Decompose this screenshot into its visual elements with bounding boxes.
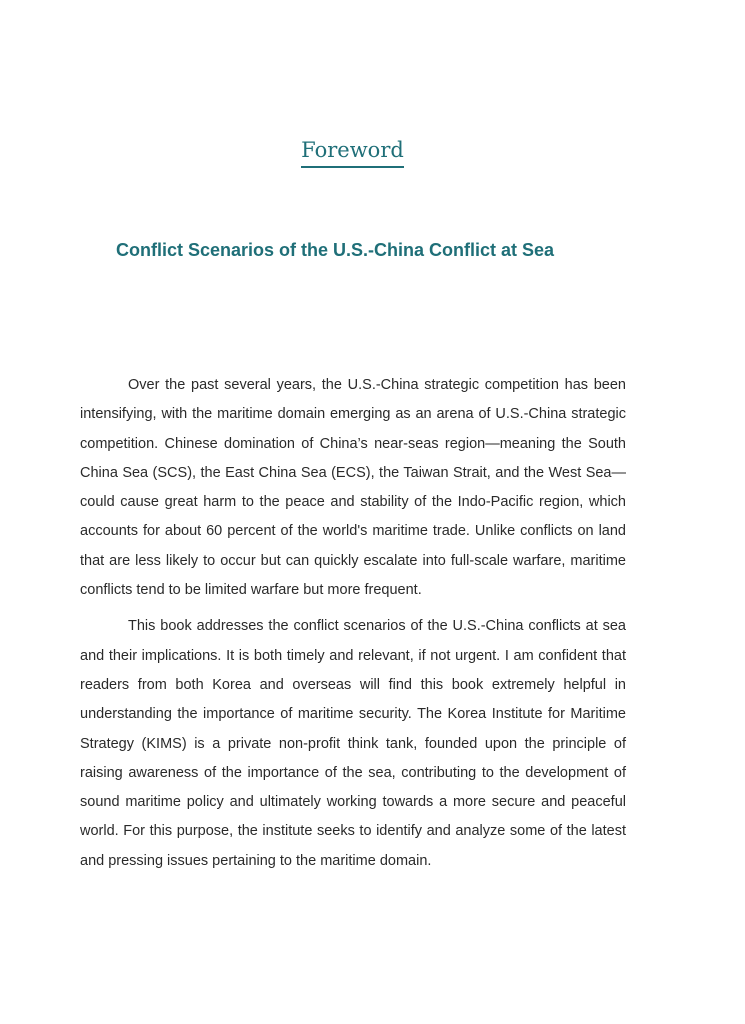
- heading-container: [0, 136, 705, 168]
- paragraph: Over the past several years, the U.S.-China strategic competition has been intensifying, with the maritime domain emerging as an arena of U.S.-China strategic competition. Chinese domination of China’s near-seas region—meaning the South China Sea (SCS), the East China Sea (ECS), the Taiwan Strait, and the West Sea—could cause great harm to the peace and stability of the Indo-Pacific region, which accounts for about 60 percent of the world's maritime trade. Unlike conflicts on land that are less likely to occur but can quickly escalate into full-scale warfare, maritime conflicts tend to be limited warfare but more frequent.: [80, 377, 626, 599]
- section-subtitle: Conflict Scenarios of the U.S.-China Conflict at Sea: [116, 240, 555, 260]
- page-title: Foreword: [301, 136, 404, 168]
- body-text: [80, 371, 626, 876]
- paragraph: This book addresses the conflict scenarios of the U.S.-China conflicts at sea and their implications. It is both timely and relevant, if not urgent. I am confident that readers from both Korea and overseas will find this book extremely helpful in understanding the importance of maritime security. The Korea Institute for Maritime Strategy (KIMS) is a private non-profit think tank, founded upon the principle of raising awareness of the importance of the sea, contributing to the development of sound maritime policy and ultimately working towards a more secure and peaceful world. For this purpose, the institute seeks to identify and analyze some of the latest and pressing issues pertaining to the maritime domain.: [80, 618, 626, 869]
